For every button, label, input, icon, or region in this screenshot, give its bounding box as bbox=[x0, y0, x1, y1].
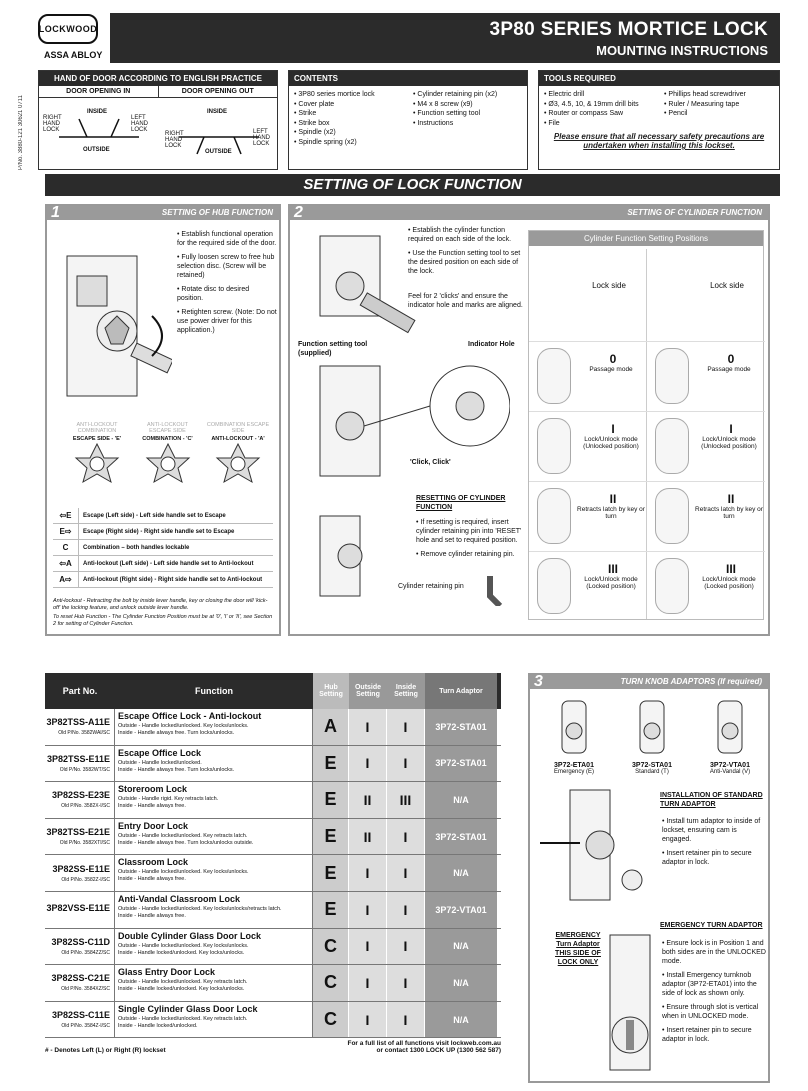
hub-setting: E bbox=[313, 855, 349, 891]
emergency-illustration bbox=[590, 925, 660, 1075]
position-text: Lock/Unlock mode (Unlocked position) bbox=[583, 436, 639, 450]
function-title: Single Cylinder Glass Door Lock bbox=[118, 1003, 258, 1014]
turn-adaptor: 3P72-VTA01 bbox=[425, 892, 497, 928]
cfs-cell bbox=[647, 341, 765, 409]
function-table bbox=[45, 673, 501, 1054]
hand-of-door-box bbox=[38, 70, 278, 170]
old-part-number: Old P/No. 3584Z-I/SC bbox=[61, 1023, 110, 1030]
safety-warning: Please ensure that all necessary safety precautions are undertaken when installing this lockset. bbox=[553, 132, 765, 150]
p2-feel: Feel for 2 'clicks' and ensure the indicator hole and marks are aligned. bbox=[408, 293, 523, 309]
inside-label: INSIDE bbox=[87, 109, 108, 115]
position-symbol: II bbox=[727, 492, 735, 506]
legend-key: ⇦A bbox=[53, 556, 79, 571]
part-number-cell bbox=[45, 855, 115, 891]
part-number: 3P82TSS-E21E bbox=[46, 827, 110, 838]
inside-setting: I bbox=[387, 855, 425, 891]
position-text: Retracts latch by key or turn bbox=[577, 506, 645, 520]
table-header-cell: Hub Setting bbox=[313, 673, 349, 709]
inside-setting: I bbox=[387, 929, 425, 965]
page-subtitle: MOUNTING INSTRUCTIONS bbox=[596, 43, 768, 58]
turn-adaptor-icon bbox=[554, 697, 594, 757]
function-desc-outside: Outside - Handle locked/unlocked. Key locks/unlocks. bbox=[118, 942, 249, 949]
contents-item: • Cover plate bbox=[294, 100, 403, 110]
cylinder-step: • Establish the cylinder function required on each side of the lock. bbox=[408, 227, 512, 243]
position-symbol: I bbox=[729, 422, 733, 436]
contents-item: • 3P80 series mortice lock bbox=[294, 90, 403, 100]
outside-label: OUTSIDE bbox=[83, 147, 110, 153]
cylinder-icon bbox=[537, 418, 571, 474]
outside-setting: I bbox=[349, 892, 387, 928]
adaptor-type: Emergency (E) bbox=[553, 769, 594, 775]
p1-note-1: Anti-lockout - Retracting the bolt by inside lever handle, key or closing the door will 'kick-off' the locking feature, and unlock outside lever handle. bbox=[53, 598, 268, 611]
adaptor bbox=[616, 697, 688, 775]
legend-row bbox=[53, 572, 273, 588]
right-hand-label: RIGHT HAND LOCK bbox=[43, 115, 62, 133]
legend-value: Combination – both handles lockable bbox=[83, 544, 190, 551]
adaptor bbox=[694, 697, 766, 775]
function-title: Anti-Vandal Classroom Lock bbox=[118, 893, 241, 904]
part-number-cell bbox=[45, 709, 115, 745]
position-text: Lock/Unlock mode (Locked position) bbox=[702, 576, 756, 590]
tools-item: • Ø3, 4.5, 10, & 19mm drill bits bbox=[544, 100, 654, 110]
dial-sub: COMBINATION ESCAPE SIDE bbox=[206, 422, 270, 434]
tools-item: • Electric drill bbox=[544, 90, 654, 100]
p1-number: 1 bbox=[51, 204, 60, 221]
cfs-cell bbox=[647, 411, 765, 479]
hub-setting: E bbox=[313, 892, 349, 928]
function-title: Escape Office Lock bbox=[118, 747, 202, 758]
inside-setting: III bbox=[387, 782, 425, 818]
hub-setting: E bbox=[313, 782, 349, 818]
legend-key: ⇦E bbox=[53, 508, 79, 523]
outside-setting: I bbox=[349, 746, 387, 782]
cylinder-icon bbox=[537, 488, 571, 544]
table-row bbox=[45, 892, 501, 929]
table-row bbox=[45, 709, 501, 746]
old-part-number: Old P/No. 3582WAI/SC bbox=[58, 730, 110, 737]
adaptor bbox=[538, 697, 610, 775]
lock-side-left: Lock side bbox=[592, 281, 626, 290]
title-bar bbox=[110, 13, 780, 63]
em-head: EMERGENCY TURN ADAPTOR bbox=[660, 922, 763, 929]
function-desc-inside: Inside - Handle locked/unlocked. Key locks/unlocks. bbox=[118, 949, 245, 956]
tools-item: • Router or compass Saw bbox=[544, 109, 654, 119]
inside-setting: I bbox=[387, 709, 425, 745]
function-cell bbox=[115, 1002, 313, 1038]
legend-key: C bbox=[53, 540, 79, 555]
part-number-cell bbox=[45, 1002, 115, 1038]
part-number-cell bbox=[45, 782, 115, 818]
hub-lock-illustration bbox=[57, 236, 172, 406]
hub-step: • Rotate disc to desired position. bbox=[177, 286, 250, 302]
p1-head: SETTING OF HUB FUNCTION bbox=[47, 206, 279, 220]
function-cell bbox=[115, 892, 313, 928]
function-desc-inside: Inside - Handle always free. Turn locks/unlocks. bbox=[118, 730, 235, 736]
legend-row bbox=[53, 540, 273, 556]
turn-adaptor-icon bbox=[710, 697, 750, 757]
section-title: SETTING OF LOCK FUNCTION bbox=[45, 174, 780, 196]
contents-head: CONTENTS bbox=[289, 71, 527, 86]
adaptor-type: Anti-Vandal (V) bbox=[709, 769, 751, 775]
table-row bbox=[45, 782, 501, 819]
p3-number: 3 bbox=[534, 673, 543, 690]
contents-item: • Function setting tool bbox=[413, 109, 522, 119]
part-number-cell bbox=[45, 929, 115, 965]
hub-dial bbox=[206, 422, 270, 486]
part-number-cell bbox=[45, 892, 115, 928]
table-header-cell: Outside Setting bbox=[349, 673, 387, 709]
outside-setting: I bbox=[349, 709, 387, 745]
footnote-right-2: or contact 1300 LOCK UP (1300 562 587) bbox=[376, 1047, 501, 1055]
dial-label: ANTI-LOCKOUT - 'A' bbox=[211, 436, 265, 442]
function-desc-inside: Inside - Handle always free. bbox=[118, 803, 186, 810]
left-hand-label: LEFT HAND LOCK bbox=[131, 115, 149, 133]
outside-setting: I bbox=[349, 1002, 387, 1038]
old-part-number: Old P/No. 3582X-I/SC bbox=[61, 803, 110, 810]
position-symbol: I bbox=[611, 422, 615, 436]
hub-setting: C bbox=[313, 1002, 349, 1038]
lockwood-logo: LOCKWOOD bbox=[38, 14, 98, 44]
legend-key: A⇨ bbox=[53, 572, 79, 587]
outside-setting: I bbox=[349, 855, 387, 891]
function-desc-outside: Outside - Handle rigid. Key retracts latch. bbox=[118, 796, 219, 803]
p3-head: TURN KNOB ADAPTORS (If required) bbox=[530, 675, 768, 689]
turn-adaptor: N/A bbox=[425, 929, 497, 965]
cylinder-icon bbox=[655, 488, 689, 544]
door-out-label: DOOR OPENING OUT bbox=[181, 88, 254, 95]
function-desc-inside: Inside - Handle always free. Turn locks/unlocks outside. bbox=[118, 839, 254, 846]
adaptor-pn: 3P72-STA01 bbox=[632, 762, 672, 769]
turn-adaptor: N/A bbox=[425, 855, 497, 891]
function-desc-outside: Outside - Handle locked/unlocked. Key locks/unlocks. bbox=[118, 723, 249, 729]
turn-adaptor: N/A bbox=[425, 965, 497, 1001]
hub-dials bbox=[65, 422, 270, 486]
contents-item: • Cylinder retaining pin (x2) bbox=[413, 90, 522, 100]
table-header bbox=[45, 673, 501, 709]
inside-setting: I bbox=[387, 1002, 425, 1038]
pin-label: Cylinder retaining pin bbox=[398, 583, 464, 590]
std-adaptor-illustration bbox=[540, 785, 650, 905]
contents-list-2 bbox=[408, 86, 527, 151]
cfs-cell bbox=[529, 551, 647, 619]
old-part-number: Old P/No. 3582XTI/SC bbox=[59, 840, 110, 847]
function-desc-outside: Outside - Handle locked/unlocked. bbox=[118, 759, 202, 766]
star-dial-icon bbox=[215, 442, 261, 484]
function-title: Escape Office Lock - Anti-lockout bbox=[118, 711, 262, 721]
door-hand-diagram bbox=[39, 99, 277, 169]
hand-head: HAND OF DOOR ACCORDING TO ENGLISH PRACTICE bbox=[39, 71, 277, 86]
position-symbol: III bbox=[725, 562, 736, 576]
p1-steps bbox=[169, 230, 277, 340]
turn-adaptor: 3P72-STA01 bbox=[425, 819, 497, 855]
star-dial-icon bbox=[74, 442, 120, 484]
lock-side-right: Lock side bbox=[710, 281, 744, 290]
click-label: 'Click, Click' bbox=[410, 459, 451, 466]
p2-steps bbox=[400, 226, 524, 281]
hub-dial bbox=[65, 422, 129, 486]
function-desc-inside: Inside - Handle always free. bbox=[118, 876, 186, 883]
page-title: 3P80 SERIES MORTICE LOCK bbox=[489, 19, 768, 40]
dial-sub: ANTI-LOCKOUT COMBINATION bbox=[76, 422, 118, 434]
contents-item: • Instructions bbox=[413, 119, 522, 129]
indicator-label: Indicator Hole bbox=[468, 341, 515, 348]
table-header-cell: Part No. bbox=[45, 673, 115, 709]
hub-step: • Fully loosen screw to free hub selection disc. (Screw will be retained) bbox=[177, 254, 275, 279]
std-step: • Insert retainer pin to secure adaptor in lock. bbox=[662, 850, 752, 866]
part-number-cell bbox=[45, 819, 115, 855]
right-hand-label-2: RIGHT HAND LOCK bbox=[165, 131, 184, 149]
hub-step: • Establish functional operation for the required side of the door. bbox=[177, 231, 277, 247]
tools-item: • Phillips head screwdriver bbox=[664, 90, 774, 100]
legend-value: Anti-lockout (Right side) - Right side handle set to Anti-lockout bbox=[83, 576, 263, 583]
hub-step: • Retighten screw. (Note: Do not use power driver for this application.) bbox=[177, 309, 277, 334]
part-number: 3P82SS-E11E bbox=[52, 863, 110, 874]
std-steps bbox=[654, 817, 766, 872]
reset-head: RESETTING OF CYLINDER FUNCTION bbox=[416, 495, 506, 511]
position-symbol: 0 bbox=[727, 352, 735, 366]
hub-setting: E bbox=[313, 746, 349, 782]
legend-key: E⇨ bbox=[53, 524, 79, 539]
table-row bbox=[45, 855, 501, 892]
tools-head: TOOLS REQUIRED bbox=[539, 71, 779, 86]
table-header-cell: Function bbox=[115, 673, 313, 709]
footnote-right-1: For a full list of all functions visit bbox=[347, 1040, 449, 1048]
cylinder-icon bbox=[537, 558, 571, 614]
reset-step: • If resetting is required, insert cylinder retaining pin into 'RESET' hole and set to required position. bbox=[416, 519, 522, 544]
part-number: 3P82TSS-E11E bbox=[46, 753, 110, 764]
turn-adaptor: N/A bbox=[425, 1002, 497, 1038]
panel-cylinder-function bbox=[288, 204, 770, 636]
inside-setting: I bbox=[387, 892, 425, 928]
p2-head: SETTING OF CYLINDER FUNCTION bbox=[290, 206, 768, 220]
cfs-cell bbox=[529, 341, 647, 409]
tool-label: Function setting tool (supplied) bbox=[298, 341, 368, 357]
position-text: Passage mode bbox=[707, 366, 751, 373]
turn-adaptor-icon bbox=[632, 697, 672, 757]
outside-setting: II bbox=[349, 819, 387, 855]
adaptor-pn: 3P72-VTA01 bbox=[710, 762, 750, 769]
old-part-number: Old P/No. 3582Z-I/SC bbox=[61, 876, 110, 883]
emergency-label: EMERGENCY Turn Adaptor THIS SIDE OF LOCK ONLY bbox=[555, 932, 601, 966]
em-step: • Ensure lock is in Position 1 and both sides are in the UNLOCKED mode. bbox=[662, 940, 766, 965]
part-number: 3P82SS-E23E bbox=[51, 790, 110, 801]
contents-item: • Strike box bbox=[294, 119, 403, 129]
table-body bbox=[45, 709, 501, 1038]
turn-adaptor: 3P72-STA01 bbox=[425, 746, 497, 782]
table-row bbox=[45, 965, 501, 1002]
part-number-cell bbox=[45, 965, 115, 1001]
position-text: Lock/Unlock mode (Locked position) bbox=[584, 576, 638, 590]
hub-legend bbox=[53, 508, 273, 588]
footnote-left: # - Denotes Left (L) or Right (R) lockset bbox=[45, 1047, 166, 1055]
left-hand-label-2: LEFT HAND LOCK bbox=[253, 129, 271, 147]
old-part-number: Old P/No. 3584XZ/SC bbox=[61, 986, 110, 993]
contents-box bbox=[288, 70, 528, 170]
reset-step: • Remove cylinder retaining pin. bbox=[416, 551, 515, 558]
turn-adaptor: 3P72-STA01 bbox=[425, 709, 497, 745]
position-text: Retracts latch by key or turn bbox=[695, 506, 763, 520]
cylinder-icon bbox=[655, 558, 689, 614]
position-text: Lock/Unlock mode (Unlocked position) bbox=[701, 436, 757, 450]
function-desc-inside: Inside - Handle always free. Turn locks/unlocks. bbox=[118, 766, 235, 773]
function-title: Double Cylinder Glass Door Lock bbox=[118, 930, 262, 941]
reset-steps bbox=[408, 518, 524, 564]
hub-setting: C bbox=[313, 929, 349, 965]
cylinder-icon bbox=[655, 348, 689, 404]
function-desc-inside: Inside - Handle always free. bbox=[118, 912, 186, 919]
legend-row bbox=[53, 524, 273, 540]
em-step: • Insert retainer pin to secure adaptor in lock. bbox=[662, 1027, 752, 1043]
function-cell bbox=[115, 965, 313, 1001]
hub-setting: E bbox=[313, 819, 349, 855]
door-in-label: DOOR OPENING IN bbox=[39, 86, 159, 97]
function-cell bbox=[115, 782, 313, 818]
part-number: P/No. 3880-121 30621 0711 bbox=[18, 95, 24, 170]
hub-setting: A bbox=[313, 709, 349, 745]
function-desc-outside: Outside - Handle locked/unlocked. Key retracts latch. bbox=[118, 979, 248, 986]
tools-list-2 bbox=[659, 86, 779, 132]
contents-item: • Spindle (x2) bbox=[294, 128, 403, 138]
std-step: • Install turn adaptor to inside of lockset, ensuring cam is engaged. bbox=[662, 818, 761, 843]
function-title: Classroom Lock bbox=[118, 857, 189, 868]
table-row bbox=[45, 746, 501, 783]
contents-item: • M4 x 8 screw (x9) bbox=[413, 100, 522, 110]
function-cell bbox=[115, 746, 313, 782]
adaptor-pn: 3P72-ETA01 bbox=[554, 762, 594, 769]
tools-item: • Ruler / Measuring tape bbox=[664, 100, 774, 110]
em-steps bbox=[654, 939, 766, 1049]
inside-setting: I bbox=[387, 819, 425, 855]
function-desc-outside: Outside - Handle locked/unlocked. Key retracts latch. bbox=[118, 1015, 248, 1022]
legend-row bbox=[53, 556, 273, 572]
dial-sub: ANTI-LOCKOUT ESCAPE SIDE bbox=[147, 422, 188, 434]
function-desc-outside: Outside - Handle locked/unlocked. Key locks/unlocks/retracts latch. bbox=[118, 905, 282, 912]
cfs-cell bbox=[529, 481, 647, 549]
cfs-cell bbox=[529, 411, 647, 479]
contents-list-1 bbox=[289, 86, 408, 151]
position-symbol: III bbox=[607, 562, 618, 576]
contents-item: • Spindle spring (x2) bbox=[294, 138, 403, 148]
contents-item: • Strike bbox=[294, 109, 403, 119]
hub-setting: C bbox=[313, 965, 349, 1001]
tools-item: • File bbox=[544, 119, 654, 129]
function-title: Entry Door Lock bbox=[118, 820, 189, 831]
cfs-head: Cylinder Function Setting Positions bbox=[529, 231, 763, 246]
lockweb-link[interactable]: lockweb.com.au bbox=[450, 1040, 501, 1048]
part-number: 3P82SS-C11E bbox=[51, 1010, 110, 1021]
em-step: • Ensure through slot is vertical when in UNLOCKED mode. bbox=[662, 1004, 759, 1020]
old-part-number: Old P/No. 3582WT/SC bbox=[59, 766, 110, 773]
function-desc-outside: Outside - Handle locked/unlocked. Key locks/unlocks. bbox=[118, 869, 249, 876]
cylinder-positions-table bbox=[528, 230, 764, 620]
part-number-cell bbox=[45, 746, 115, 782]
dial-label: COMBINATION - 'C' bbox=[142, 436, 193, 442]
inside-setting: I bbox=[387, 746, 425, 782]
cylinder-icon bbox=[655, 418, 689, 474]
inside-setting: I bbox=[387, 965, 425, 1001]
legend-value: Escape (Right side) - Right side handle set to Escape bbox=[83, 528, 235, 535]
function-desc-inside: Inside - Handle locked/unlocked. bbox=[118, 1022, 198, 1029]
old-part-number: Old P/No. 3584ZZ/SC bbox=[61, 949, 110, 956]
function-desc-outside: Outside - Handle locked/unlocked. Key retracts latch. bbox=[118, 832, 248, 839]
inside-label-2: INSIDE bbox=[207, 109, 228, 115]
table-row bbox=[45, 1002, 501, 1039]
adaptor-type: Standard (T) bbox=[635, 769, 669, 775]
function-desc-inside: Inside - Handle locked/unlocked. Key locks/unlocks. bbox=[118, 986, 245, 993]
legend-value: Escape (Left side) - Left side handle set to Escape bbox=[83, 512, 226, 519]
part-number: 3P82VSS-E11E bbox=[46, 903, 110, 914]
outside-setting: I bbox=[349, 929, 387, 965]
tools-box bbox=[538, 70, 780, 170]
cylinder-icon bbox=[537, 348, 571, 404]
table-header-cell: Turn Adaptor bbox=[425, 673, 497, 709]
function-cell bbox=[115, 819, 313, 855]
turn-adaptor: N/A bbox=[425, 782, 497, 818]
outside-setting: I bbox=[349, 965, 387, 1001]
panel-hub-function bbox=[45, 204, 281, 636]
function-cell bbox=[115, 709, 313, 745]
cfs-cell bbox=[647, 551, 765, 619]
function-title: Glass Entry Door Lock bbox=[118, 967, 216, 978]
part-number: 3P82SS-C21E bbox=[51, 973, 110, 984]
position-symbol: 0 bbox=[609, 352, 617, 366]
part-number: 3P82TSS-A11E bbox=[46, 717, 110, 728]
cylinder-step: • Use the Function setting tool to set the desired position on each side of the lock. bbox=[408, 250, 521, 275]
function-cell bbox=[115, 929, 313, 965]
star-dial-icon bbox=[145, 442, 191, 484]
position-text: Passage mode bbox=[589, 366, 633, 373]
legend-value: Anti-lockout (Left side) - Left side handle set to Anti-lockout bbox=[83, 560, 254, 567]
adaptor-list bbox=[538, 697, 766, 775]
part-number: 3P82SS-C11D bbox=[51, 936, 110, 947]
hub-dial bbox=[136, 422, 200, 486]
outside-setting: II bbox=[349, 782, 387, 818]
cfs-cell bbox=[647, 481, 765, 549]
outside-label-2: OUTSIDE bbox=[205, 149, 232, 155]
function-cell bbox=[115, 855, 313, 891]
assa-abloy-logo: ASSA ABLOY bbox=[44, 50, 103, 60]
p1-note-2: To reset Hub Function - The Cylinder Function Position must be at '0', 'I' or 'II', see Section 2 for setting of Cylinder Function. bbox=[53, 614, 273, 627]
table-row bbox=[45, 929, 501, 966]
panel-turn-knob bbox=[528, 673, 770, 1083]
tools-list-1 bbox=[539, 86, 659, 132]
table-row bbox=[45, 819, 501, 856]
position-symbol: II bbox=[609, 492, 617, 506]
legend-row bbox=[53, 508, 273, 524]
function-title: Storeroom Lock bbox=[118, 784, 188, 795]
em-step: • Install Emergency turnknob adaptor (3P72-ETA01) into the side of lock as shown only. bbox=[662, 972, 757, 997]
dial-label: ESCAPE SIDE - 'E' bbox=[72, 436, 122, 442]
table-header-cell: Inside Setting bbox=[387, 673, 425, 709]
std-head: INSTALLATION OF STANDARD TURN ADAPTOR bbox=[660, 792, 763, 808]
tools-item: • Pencil bbox=[664, 109, 774, 119]
p2-number: 2 bbox=[294, 204, 303, 221]
